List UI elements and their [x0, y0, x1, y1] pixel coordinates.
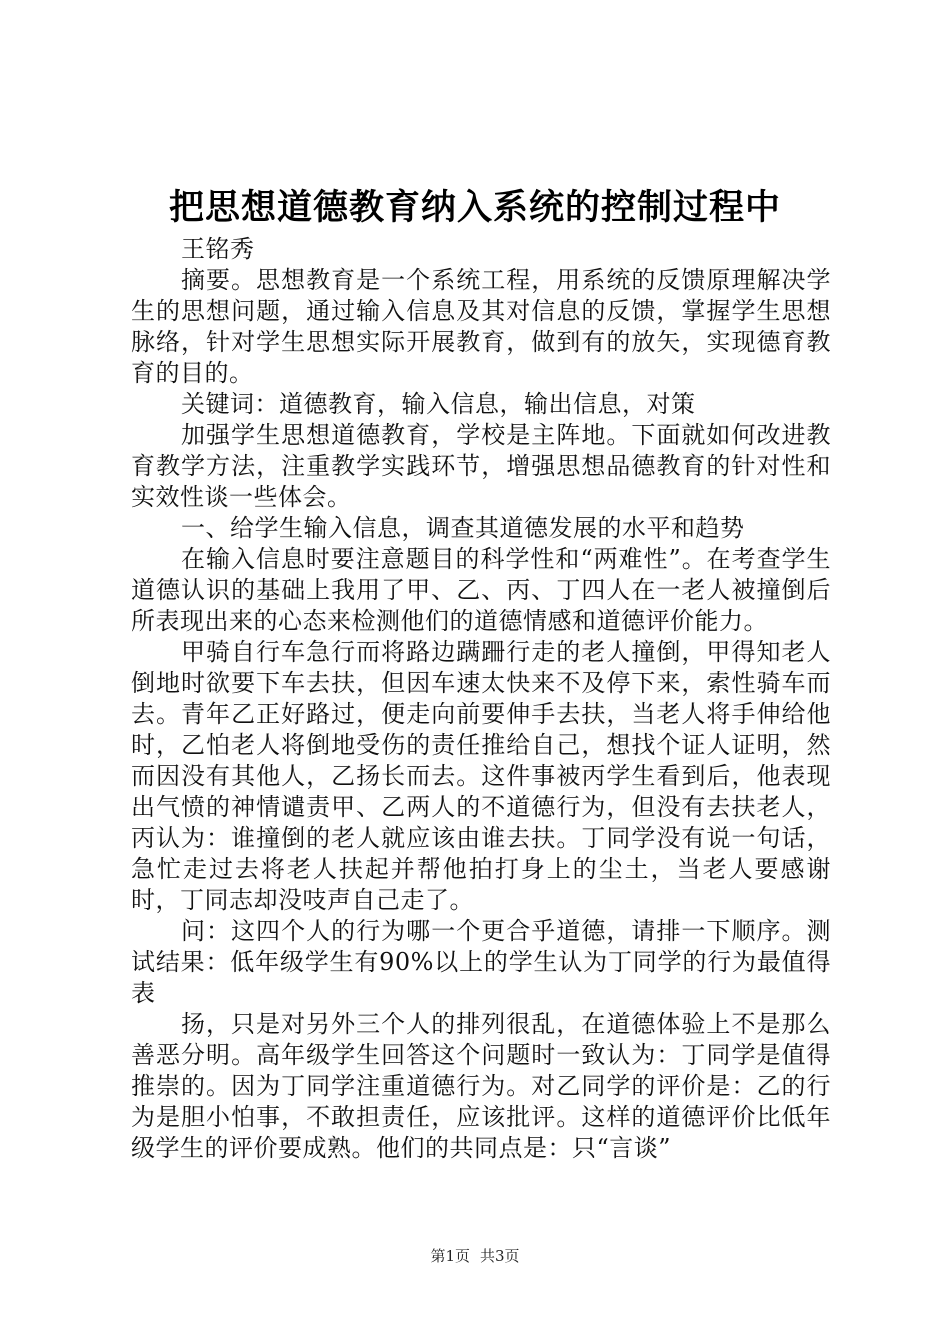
document-title: 把思想道德教育纳入系统的控制过程中: [168, 188, 781, 228]
author-name: 王铭秀: [181, 235, 255, 263]
body-paragraph: 在输入信息时要注意题目的科学性和“两难性”。在考查学生道德认识的基础上我用了甲、乙、丙、丁四人在一老人被撞倒后所表现出来的心态来检测他们的道德情感和道德评价能力。: [131, 545, 831, 635]
intro-paragraph: 加强学生思想道德教育，学校是主阵地。下面就如何改进教育教学方法，注重教学实践环节，增强思想品德教育的针对性和实效性谈一些体会。: [131, 421, 831, 511]
page-number: 第1页: [430, 1247, 470, 1265]
document-body: [131, 234, 831, 1164]
page-footer: [0, 1246, 950, 1266]
body-paragraph: 扬，只是对另外三个人的排列很乱，在道德体验上不是那么善恶分明。高年级学生回答这个问题时一致认为：丁同学是值得推崇的。因为丁同学注重道德行为。对乙同学的评价是：乙的行为是胆小怕事，不敢担责任，应该批评。这样的道德评价比低年级学生的评价要成熟。他们的共同点是：只“言谈”: [131, 1010, 831, 1162]
section-heading: 一、给学生输入信息，调查其道德发展的水平和趋势: [181, 514, 745, 542]
abstract-paragraph: 摘要。思想教育是一个系统工程，用系统的反馈原理解决学生的思想问题，通过输入信息及其对信息的反馈，掌握学生思想脉络，针对学生思想实际开展教育，做到有的放矢，实现德育教育的目的。: [131, 266, 831, 387]
keywords-line: 关键词：道德教育，输入信息，输出信息，对策: [181, 390, 696, 418]
body-paragraph: 甲骑自行车急行而将路边蹒跚行走的老人撞倒，甲得知老人倒地时欲要下车去扶，但因车速太快来不及停下来，索性骑车而去。青年乙正好路过，便走向前要伸手去扶，当老人将手伸给他时，乙怕老人将倒地受伤的责任推给自己，想找个证人证明，然而因没有其他人，乙扬长而去。这件事被丙学生看到后，他表现出气愤的神情谴责甲、乙两人的不道德行为，但没有去扶老人，丙认为：谁撞倒的老人就应该由谁去扶。丁同学没有说一句话，急忙走过去将老人扶起并帮他拍打身上的尘土，当老人要感谢时，丁同志却没吱声自己走了。: [131, 638, 831, 914]
page-total: 共3页: [480, 1247, 520, 1265]
body-paragraph: 问：这四个人的行为哪一个更合乎道德，请排一下顺序。测试结果：低年级学生有90%以上的学生认为丁同学的行为最值得表: [131, 917, 831, 1007]
